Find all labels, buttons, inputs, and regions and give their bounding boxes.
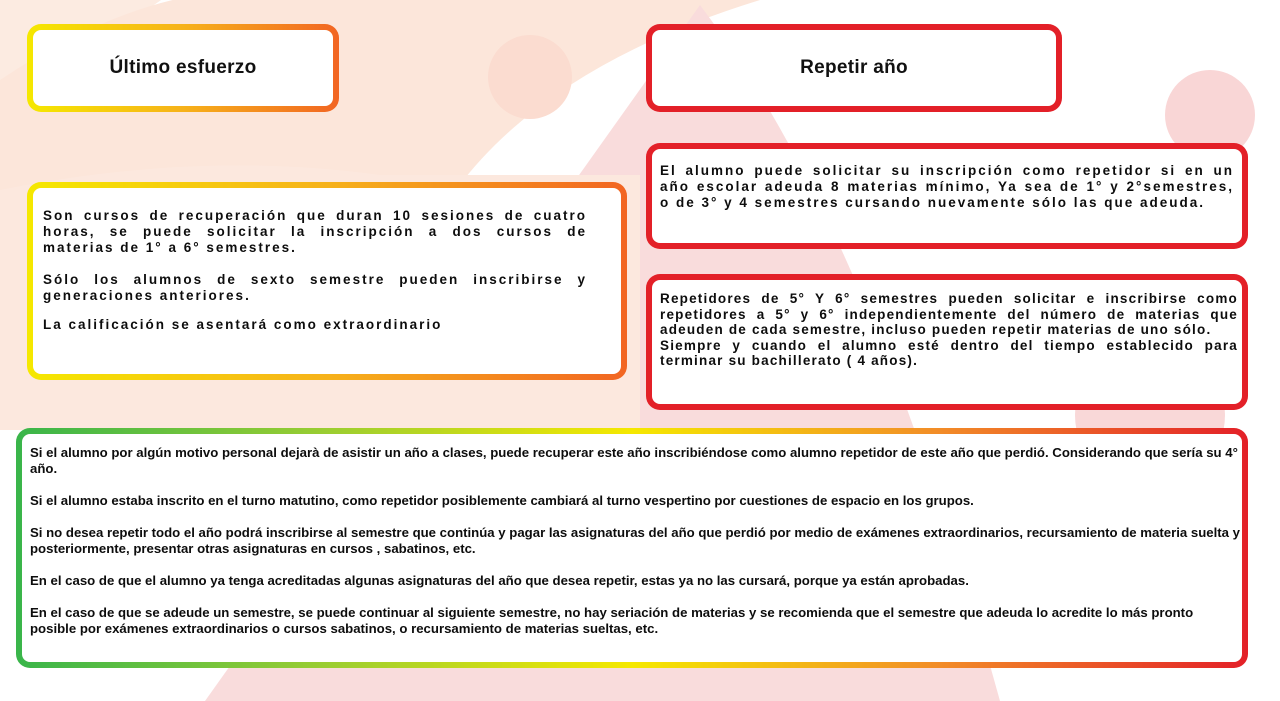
ultimo-esfuerzo-title: Último esfuerzo	[109, 57, 257, 78]
repetir-ano-title: Repetir año	[800, 57, 908, 78]
repetir-ano-paragraph: Repetidores de 5° Y 6° semestres pueden solicitar e inscribirse como repetidores a 5° y 6° independientemente del número de materias que adeuden de cada semestre, incluso pueden repetir materias de uno sólo.	[660, 291, 1238, 337]
info-paragraph: En el caso de que se adeude un semestre, se puede continuar al siguiente semestre, no hay seriación de materias y se recomienda que el semestre que adeuda lo acredite lo más pronto posible por exámenes extraordinarios o cursos sabatinos, o recursamiento de materias sueltas, etc.	[30, 605, 1194, 636]
repetir-ano-box-2	[646, 274, 1248, 410]
ultimo-esfuerzo-box	[27, 182, 627, 380]
info-paragraph: Si el alumno por algún motivo personal dejarà de asistir un año a clases, puede recuperar este año inscribiéndose como alumno repetidor de este año que perdió. Considerando que sería su 4° año.	[30, 445, 1238, 476]
repetir-ano-title-box	[646, 24, 1062, 112]
repetir-ano-text-2	[660, 291, 1238, 369]
repetir-ano-paragraph: Siempre y cuando el alumno esté dentro del tiempo establecido para terminar su bachillerato ( 4 años).	[660, 337, 1238, 368]
background-circle	[488, 35, 572, 119]
info-box	[16, 428, 1248, 668]
repetir-ano-box-1	[646, 143, 1248, 249]
ultimo-esfuerzo-title-box	[27, 24, 339, 112]
ultimo-esfuerzo-paragraph: La calificación se asentará como extraordinario	[43, 317, 443, 332]
ultimo-esfuerzo-text	[43, 208, 587, 333]
ultimo-esfuerzo-paragraph: Son cursos de recuperación que duran 10 sesiones de cuatro horas, se puede solicitar la inscripción a dos cursos de materias de 1° a 6° semestres.	[43, 208, 587, 255]
ultimo-esfuerzo-paragraph: Sólo los alumnos de sexto semestre pueden inscribirse y generaciones anteriores.	[43, 272, 587, 303]
info-paragraph: Si el alumno estaba inscrito en el turno matutino, como repetidor posiblemente cambiará al turno vespertino por cuestiones de espacio en los grupos.	[30, 493, 974, 508]
info-text	[30, 445, 1240, 637]
info-paragraph: En el caso de que el alumno ya tenga acreditadas algunas asignaturas del año que desea repetir, estas ya no las cursará, porque ya están aprobadas.	[30, 573, 969, 588]
repetir-ano-text-1	[660, 163, 1234, 211]
info-paragraph: Si no desea repetir todo el año podrá inscribirse al semestre que continúa y pagar las asignaturas del año que perdió por medio de exámenes extraordinarios, recursamiento de materia suelta y posteriormente, presentar otras asignaturas en cursos , sabatinos, etc.	[30, 525, 1240, 556]
repetir-ano-paragraph: El alumno puede solicitar su inscripción como repetidor si en un año escolar adeuda 8 materias mínimo, Ya sea de 1° y 2°semestres, o de 3° y 4 semestres cursando nuevamente sólo las que adeuda.	[660, 163, 1234, 210]
